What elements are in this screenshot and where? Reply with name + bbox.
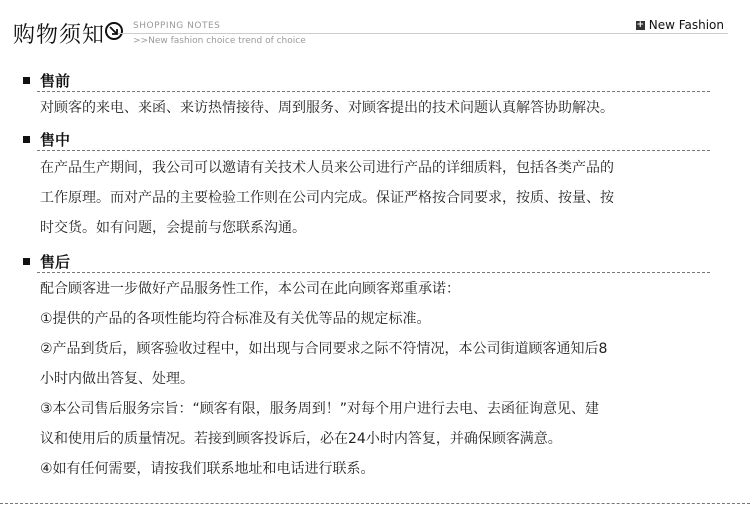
section-presale-body — [40, 93, 720, 123]
header — [0, 0, 750, 60]
section-insale-heading — [23, 129, 70, 150]
arrow-circle-icon — [105, 22, 123, 40]
square-bullet-icon — [23, 258, 30, 265]
body-line: ④如有任何需要，请按我们联系地址和电话进行联系。 — [40, 461, 375, 477]
section-heading-text: 售中 — [40, 131, 71, 149]
subtitle: SHOPPING NOTES — [133, 21, 221, 31]
new-fashion-label — [636, 18, 724, 32]
section-insale-body — [40, 153, 720, 243]
body-line: ①提供的产品的各项性能均符合标准及有关优等品的规定标准。 — [40, 311, 431, 327]
body-line: ③本公司售后服务宗旨：“顾客有限，服务周到！”对每个用户进行去电、去函征询意见、建 — [40, 401, 600, 417]
body-line: 工作原理。而对产品的主要检验工作则在公司内完成。保证严格按合同要求，按质、按量、按 — [40, 190, 614, 206]
page-title: 购物须知 — [13, 23, 106, 48]
bottom-divider — [0, 503, 750, 504]
tagline: >>New fashion choice trend of choice — [133, 36, 306, 46]
square-bullet-icon — [23, 77, 30, 84]
section-heading-text: 售前 — [40, 72, 71, 90]
body-line: 对顾客的来电、来函、来访热情接待、周到服务、对顾客提出的技术问题认真解答协助解决。 — [40, 100, 614, 116]
section-heading-text: 售后 — [40, 253, 71, 271]
section-divider — [37, 91, 710, 92]
header-divider — [118, 33, 728, 34]
plus-icon: + — [636, 19, 644, 30]
section-divider — [37, 272, 710, 273]
section-aftersale-heading — [23, 251, 70, 272]
section-aftersale-body — [40, 274, 720, 484]
body-line: ②产品到货后，顾客验收过程中，如出现与合同要求之际不符情况，本公司街道顾客通知后8 — [40, 341, 608, 357]
new-fashion-text: New Fashion — [648, 18, 724, 32]
body-line: 配合顾客进一步做好产品服务性工作，本公司在此向顾客郑重承诺： — [40, 281, 460, 297]
body-line: 时交货。如有问题，会提前与您联系沟通。 — [40, 220, 306, 236]
square-bullet-icon — [23, 136, 30, 143]
body-line: 议和使用后的质量情况。若接到顾客投诉后，必在24小时内答复，并确保顾客满意。 — [40, 431, 562, 447]
body-line: 在产品生产期间，我公司可以邀请有关技术人员来公司进行产品的详细质料，包括各类产品的 — [40, 160, 614, 176]
section-divider — [37, 150, 710, 151]
section-presale-heading — [23, 70, 70, 91]
body-line: 小时内做出答复、处理。 — [40, 371, 194, 387]
